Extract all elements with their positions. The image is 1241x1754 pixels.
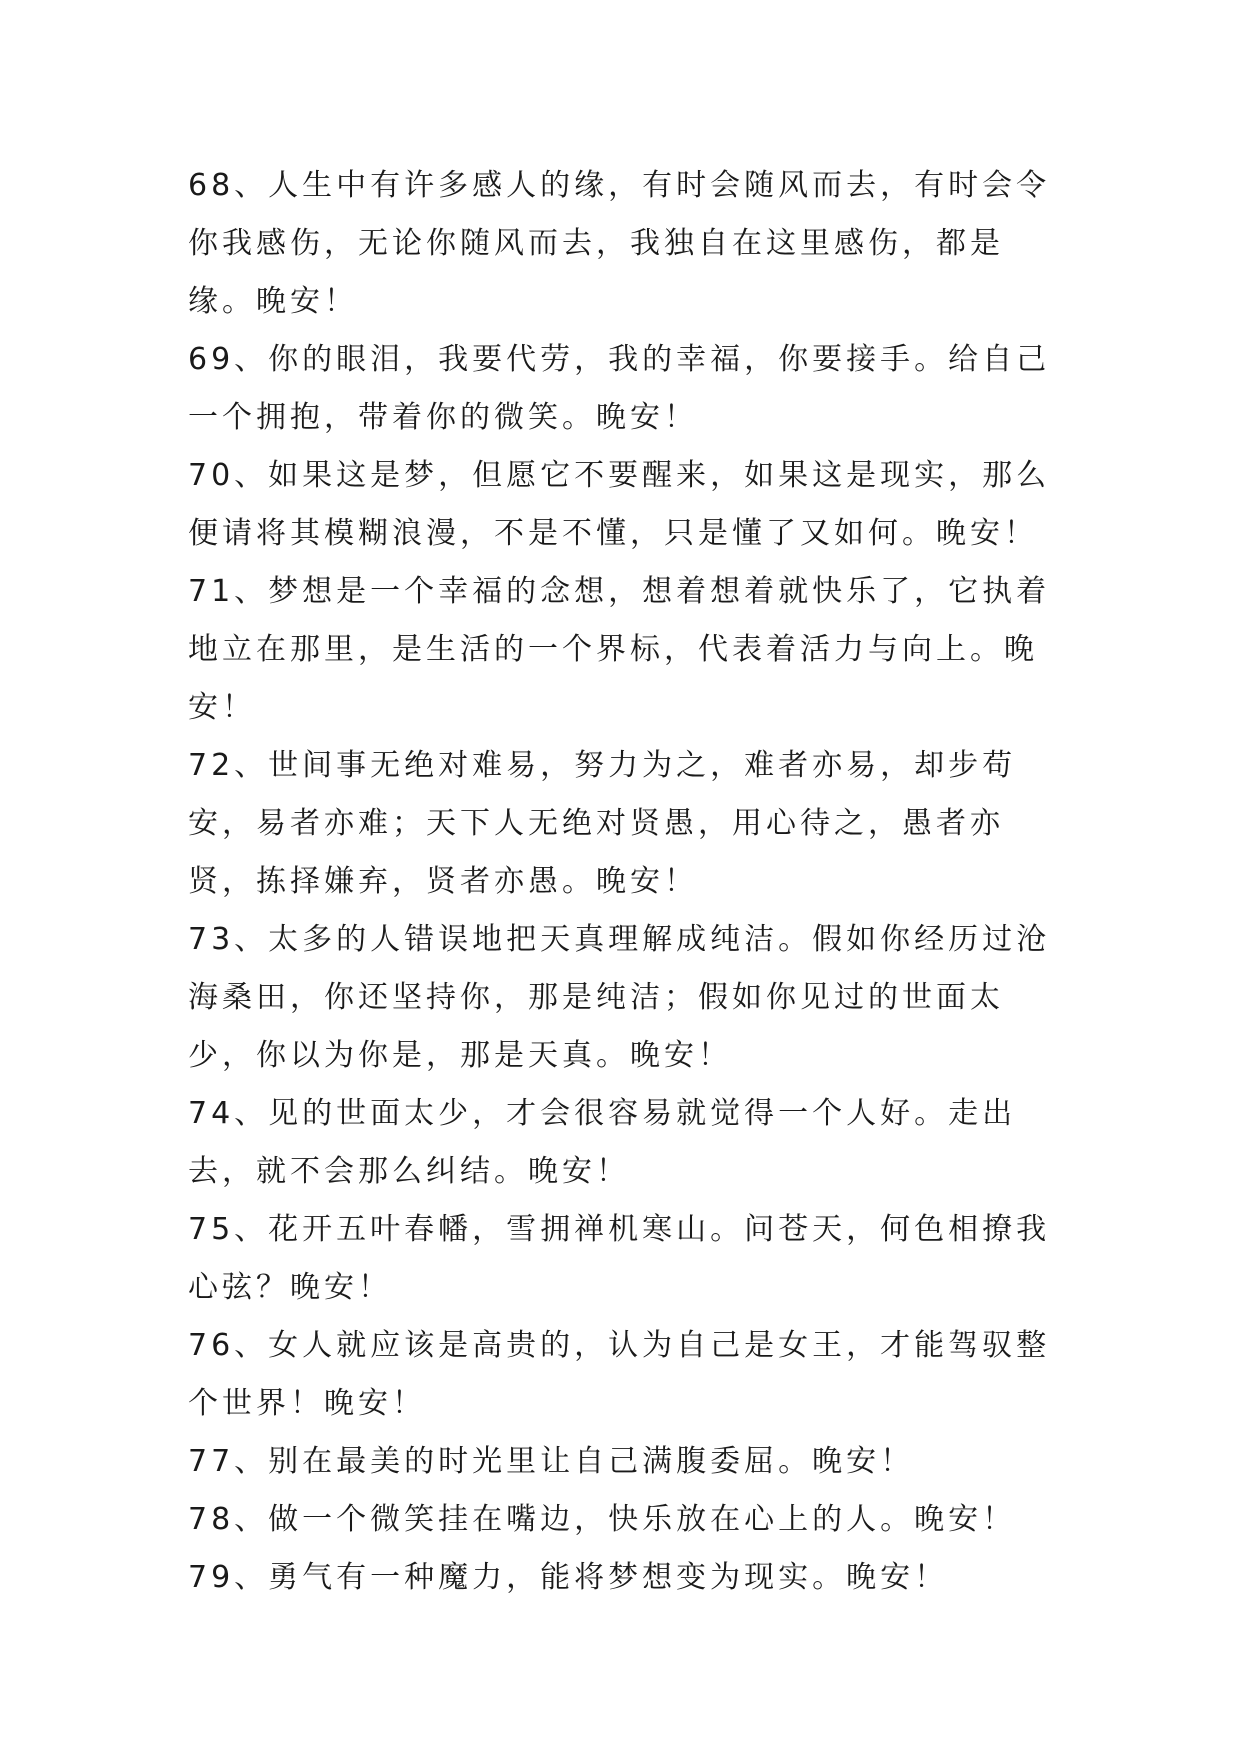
- entry-72: 72、世间事无绝对难易，努力为之，难者亦易，却步苟安，易者亦难；天下人无绝对贤愚，用心待之，愚者亦贤，拣择嫌弃，贤者亦愚。晚安！: [188, 748, 1017, 899]
- entry-73: 73、太多的人错误地把天真理解成纯洁。假如你经历过沧海桑田，你还坚持你，那是纯洁；假如你见过的世面太少，你以为你是，那是天真。晚安！: [188, 922, 1051, 1073]
- entry-69: 69、你的眼泪，我要代劳，我的幸福，你要接手。给自己一个拥抱，带着你的微笑。晚安！: [188, 342, 1051, 435]
- entry-70: 70、如果这是梦，但愿它不要醒来，如果这是现实，那么便请将其模糊浪漫，不是不懂，只是懂了又如何。晚安！: [188, 458, 1051, 551]
- entry-77: 77、别在最美的时光里让自己满腹委屈。晚安！: [188, 1444, 915, 1479]
- entry-68: 68、人生中有许多感人的缘，有时会随风而去，有时会令你我感伤，无论你随风而去，我独自在这里感伤，都是缘。晚安！: [188, 168, 1051, 319]
- entry-76: 76、女人就应该是高贵的，认为自己是女王，才能驾驭整个世界！晚安！: [188, 1328, 1051, 1421]
- entry-75: 75、花开五叶春幡，雪拥禅机寒山。问苍天，何色相撩我心弦？晚安！: [188, 1212, 1051, 1305]
- document-body: [188, 157, 1068, 1607]
- entry-74: 74、见的世面太少，才会很容易就觉得一个人好。走出去，就不会那么纠结。晚安！: [188, 1096, 1017, 1189]
- entry-71: 71、梦想是一个幸福的念想，想着想着就快乐了，它执着地立在那里，是生活的一个界标，代表着活力与向上。晚安！: [188, 574, 1051, 725]
- entry-79: 79、勇气有一种魔力，能将梦想变为现实。晚安！: [188, 1560, 949, 1595]
- entry-78: 78、做一个微笑挂在嘴边，快乐放在心上的人。晚安！: [188, 1502, 1017, 1537]
